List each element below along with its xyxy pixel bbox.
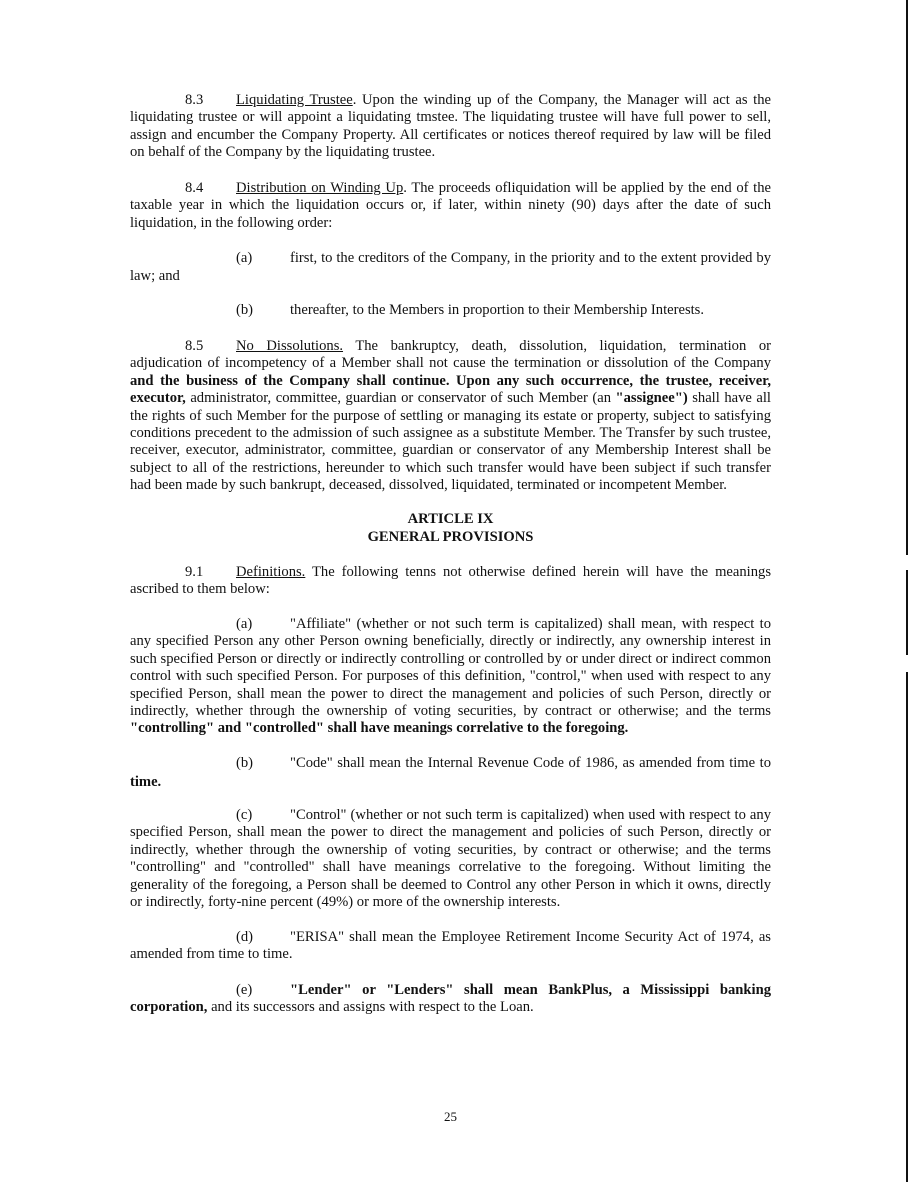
definition-code [236, 755, 771, 772]
section-number: 9.1 [185, 564, 204, 580]
section-title: Distribution on Winding Up [236, 180, 404, 196]
clause-text: "Code" shall mean the Internal Revenue Code of 1986, as amended from time to [290, 755, 771, 771]
definition-lender [130, 982, 771, 1017]
section-8-4 [130, 180, 771, 232]
section-body: The following tenns not otherwise defined herein will have the meanings ascribed to them below: [130, 564, 771, 598]
section-body: . Upon the winding up of the Company, the Manager will act as the liquidating trustee or will appoint a liquidating tmstee. The liquidating trustee will have full power to sell, assign and encumber the Company Property. All certificates or notices thereof required by law will be filed on behalf of the Company by the liquidating trustee. [130, 92, 771, 161]
clause-label: (b) [236, 302, 254, 318]
clause-label: (a) [236, 616, 253, 632]
clause-text: "ERISA" shall mean the Employee Retirement Income Security Act of 1974, as amended from time to time. [130, 929, 771, 963]
clause-label: (e) [236, 982, 253, 998]
clause-8-4-a [236, 250, 771, 267]
article-title: GENERAL PROVISIONS [367, 529, 534, 545]
section-bold-text: and the business of the Company shall continue. Upon any such occurrence, the trustee, receiver, executor, [130, 372, 771, 407]
section-title: Liquidating Trustee [236, 92, 353, 108]
clause-label: (c) [236, 807, 253, 823]
clause-bold-text: "Lender" or "Lenders" shall mean BankPlus, a Mississippi banking corporation, [130, 982, 771, 1016]
section-number: 8.3 [185, 92, 204, 108]
clause-text: and its successors and assigns with respect to the Loan. [207, 999, 534, 1016]
section-number: 8.5 [185, 338, 204, 354]
clause-8-4-b [236, 302, 771, 319]
section-8-5 [130, 338, 771, 495]
clause-text: first, to the creditors of the Company, in the priority and to the extent provided by [290, 250, 771, 266]
clause-continuation: law; and [130, 268, 180, 284]
section-bold-text: "assignee") [615, 390, 688, 407]
clause-text: "Affiliate" (whether or not such term is capitalized) shall mean, with respect to any specified Person any other Person owning beneficially, directly or indirectly, any ownership interest in such specified Person or directly or indirectly controlling or controlled by or under direct or indirect common control with such specified Person. For purposes of this definition, "control," when used with respect to any specified Person, shall mean the power to direct the management and policies of such Person, directly or indirectly, whether through the ownership of voting securities, by contract or otherwise; and the terms [130, 616, 771, 720]
section-9-1 [130, 564, 771, 599]
clause-label: (a) [236, 250, 253, 266]
section-text: administrator, committee, guardian or conservator of such Member (an [185, 390, 616, 407]
scan-edge-line [906, 0, 908, 555]
section-body: . The proceeds ofliquidation will be applied by the end of the taxable year in which the liquidation occurs or, if later, within ninety (90) days after the date of such liquidation, in the following order: [130, 180, 772, 231]
clause-text: thereafter, to the Members in proportion to their Membership Interests. [290, 302, 705, 318]
section-text: shall have all the rights of such Member for the purpose of settling or managing its estate or property, subject to satisfying conditions precedent to the admission of such assignee as a substitute Member. The Transfer by such trustee, receiver, executor, administrator, committee, guardian or conservator of any Membership Interest shall be subject to all of the restrictions, hereunder to which such transfer would have been subject if such transfer had been made by such bankrupt, deceased, dissolved, liquidated, terminated or incompetent Member. [130, 390, 771, 494]
clause-text: "Control" (whether or not such term is capitalized) when used with respect to any specified Person, shall mean the power to direct the management and policies of such Person, directly or indirectly, whether through the ownership of voting securities, by contract or otherwise; and the terms "controlling" and "controlled" shall have meanings correlative to the foregoing. Without limiting the generality of the foregoing, a Person shall be deemed to Control any other Person in which it owns, directly or indirectly, forty-nine percent (49%) or more of the ownership interests. [130, 807, 771, 911]
scan-edge-line [906, 570, 908, 655]
definition-control [130, 807, 771, 911]
clause-bold-text: "controlling" and "controlled" shall have meanings correlative to the foregoing. [130, 720, 629, 737]
definition-affiliate [130, 616, 771, 738]
section-text: The bankruptcy, death, dissolution, liquidation, termination or adjudication of incompetency of a Member shall not cause the termination or dissolution of the Company [130, 338, 771, 372]
section-title: No Dissolutions. [236, 338, 344, 354]
page-number: 25 [444, 1109, 457, 1124]
section-number: 8.4 [185, 180, 204, 196]
section-8-3 [130, 92, 771, 162]
clause-label: (d) [236, 929, 254, 945]
section-title: Definitions. [236, 564, 306, 580]
definition-erisa [130, 929, 771, 964]
clause-continuation: time. [130, 774, 162, 790]
scan-edge-line [906, 672, 908, 1182]
clause-label: (b) [236, 755, 254, 771]
article-number: ARTICLE IX [407, 511, 494, 527]
